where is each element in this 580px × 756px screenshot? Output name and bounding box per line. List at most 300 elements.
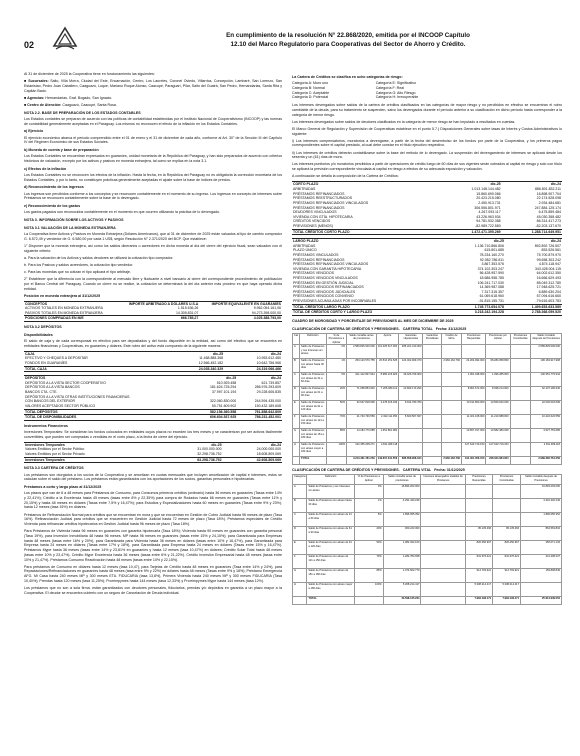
left-column bbox=[24, 72, 282, 598]
header-title-line2: 12.10 del Marco Regulatorio para Cooperativas del Sector de Ahorro y Crédito. bbox=[230, 40, 466, 48]
table-row: PRÉSTAMOS REESTRUCTURADOS 20.423.215.080 22.174.528.098 bbox=[293, 196, 561, 201]
table-cell bbox=[510, 373, 531, 387]
table-cell bbox=[423, 415, 442, 429]
table-cell: 3.527.753.085 bbox=[531, 429, 562, 443]
table-cell bbox=[421, 583, 465, 597]
plazo-text-5: Los préstamos que no son a sola firma, están garantizados con deudores personales, fiduciarios, prendas y/o depósitos en garantía a un plazo mayor a la Cooperativa. El deudor se encuentra cubierto con un seguro de Cancelación de Deuda individual. bbox=[24, 586, 282, 595]
cartera-total-table bbox=[292, 333, 562, 465]
table-header-cell: Previsiones Constituidas bbox=[493, 475, 521, 485]
table-cell: Saldo de Préstamos y sus Intereses sin atraso bbox=[307, 485, 355, 499]
table-row: PRÉSTAMOS REFINANCIADOS 306.556.801.971 247.884.125.174 bbox=[293, 205, 561, 210]
table-row bbox=[293, 345, 562, 359]
table-cell bbox=[441, 345, 461, 359]
table-row bbox=[293, 513, 562, 527]
table-header-cell: Previsiones Requeridas bbox=[465, 475, 492, 485]
instrumentos-title: Instrumentos Financieros bbox=[24, 423, 68, 428]
table-header-cell: Garantías Hipotecarias bbox=[399, 333, 423, 344]
table-cell: 21.743.730.559 bbox=[347, 415, 377, 429]
table-cell bbox=[421, 597, 465, 605]
table-cell: 5% bbox=[354, 513, 383, 527]
plazo-text-3: Para Préstamos de Vivienda hasta 96 meses en guaraníes con garantía hipotecaria (Tasa 18%); Vivienda hasta 90 meses en guaraníes con garantía personal (Tasa 19%), para Inversión Inmobiliaria 48 hasta 96 meses. MP hasta 96 meses en guaraníes (tasas entre 15% y 24,15%); para Garantizada para Empresas hasta 48 meses (tasas entre 16% y 20%), para Garantizada para Vivienda hasta 36 meses en dólares (tasas entre 10% y 16,47%), para Garantizada para Empresa hasta 24 meses en dólares (Tasas entre 17% y 18%), para Garantizada para Empresa hasta 24 meses en dólares (Tasas entre 15% y 16,47%). Préstamos Mype hasta 36 meses (tasas entre 14% y 23,81% en guaraníes y hasta 12 meses (tasa 10,47%) en dólares; Crédito Solar Total hasta 48 meses (tasas entre 10% y 23,47%). Crédito Mype Excelencia hasta 36 meses (tasas entre 6% y 21,22%). Crédito Inversión Empresarial hasta 48 meses (tasas entre 10% y 21,47%). Préstamos Consumo Reactivación hasta 48 meses (tasas entre 10% y 22,15%). bbox=[24, 529, 282, 562]
table-cell: 10.611.800.000 bbox=[461, 401, 485, 415]
table-cell: 95.135.466 bbox=[493, 527, 521, 541]
list-item: Categoría H: Irrecuperable bbox=[375, 95, 419, 100]
table-row: DEUDORES VINCULADOS 4.267.093.117 6.475.859.484 bbox=[293, 210, 561, 215]
table-row: EFECTIVO Y CHEQUES A DEPOSITAR 11.468.888.368 10.953.612.480 bbox=[25, 356, 281, 361]
table-cell: 71.068.854.946 bbox=[347, 387, 377, 401]
table-cell: 826.250.967 bbox=[493, 541, 521, 555]
table-total-row bbox=[293, 597, 562, 605]
header-title-line1: En cumplimiento de la resolución N° 22.868/2020, emitida por el INCOOP Capítulo bbox=[226, 32, 470, 39]
table-cell bbox=[423, 429, 442, 443]
table-cell: 194.461.356.153 bbox=[461, 457, 485, 465]
table-cell: H bbox=[293, 443, 300, 457]
table-cell: 10.582.480.000 bbox=[486, 429, 510, 443]
largo-plazo-table bbox=[292, 238, 562, 316]
table-row: PRÉSTAMOS VENCIDOS JUDICIALES 7.317.315.357 6.889.630.204 bbox=[293, 289, 561, 294]
nota33-text: Los préstamos son otorgados a los socios de la Cooperativa y se amortizan en cuotas mensuales que incluyen amortización de capital e intereses, estos se calculan sobre el saldo del préstamo. Los préstamos están garantizados con los aportaciones de los socios, garantías personales e hipotecarias. bbox=[24, 472, 282, 482]
table-cell: Saldo de Préstamos con atraso de 91 a 120 días bbox=[307, 541, 355, 555]
right-column bbox=[292, 72, 562, 605]
table-cell: 2.589.825.000.000 bbox=[347, 345, 377, 359]
table-total-row: TOTAL CRÉDITOS LARGO PLAZO 1.745.773.654.078 1.499.653.633.589 bbox=[293, 304, 561, 309]
table-cell: 159.808.849 bbox=[521, 569, 562, 583]
table-row: PREVISIONES (MENOS) -82.989.722.580 -82.203.137.670 bbox=[293, 223, 561, 228]
table-cell: 7.984.196.171 bbox=[493, 597, 521, 605]
table-cell: 20.516.251.525 bbox=[376, 359, 398, 373]
ingresos-text: Los ingresos son percibidos conforme a los conceptos y se reconocen contablemente en el momento de su ingreso. Los ingresos en concepto de intereses sobre Préstamos se reconocen contablemente sobre la base de lo devengado. bbox=[24, 191, 282, 201]
table-cell: TOTAL bbox=[300, 457, 326, 465]
table-header-cell: Saldo contable antes de previsiones bbox=[347, 333, 377, 344]
table-cell: 1.896.055.352 bbox=[383, 513, 421, 527]
intereses-text-1: Los intereses devengados sobre saldos de la cartera de créditos clasificados en las categorías de mayor riesgo y no percibidos en efectivo se encuentran el rubro cambiable de la deuda, para su tratamiento se suspenden, salvo los devengados durante el período anterior a su clasificación en dicho período hasta corresponder a la categoría de menor riesgo. bbox=[292, 103, 562, 117]
disposicion-iii: Los intereses punitorios y/o moratorios percibidos a partir de operaciones de crédito luego de 60 días de sus vigentes serán cobrados al capital en riesgo y solo con título se aplicará la previsión correspondiente vinculada al capital en riesgo a efectos de su adecuada exposición y valuación. bbox=[292, 162, 562, 172]
table-cell bbox=[441, 443, 461, 457]
moneda-title: b) Moneda de cuenta y base de preparación bbox=[24, 147, 99, 152]
table-cell bbox=[461, 345, 485, 359]
table-cell: 485.221.310.000 bbox=[399, 345, 423, 359]
table-cell: 1% bbox=[326, 359, 347, 373]
table-cell: Saldo de Préstamos con atraso mayor a 180 días bbox=[300, 443, 326, 457]
nota31-text: La Cooperativa tiene Activos y Pasivos en Moneda Extranjera (Dólares Americanos), que al 31 de diciembre de 2025 están valuados al tipo de cambio comprador G. 6.572,49 y vendedor de G. 6.580,00 por cada 1 US$, según Resolución N° 2.371/2020 del BCP. Que establece: bbox=[24, 232, 282, 241]
table-total-row: TOTAL DEPÓSITOS 582.156.360.558 761.858.642.809 bbox=[25, 409, 281, 414]
table-cell: 0% bbox=[354, 485, 383, 499]
table-cell: 20% bbox=[354, 527, 383, 541]
table-cell: 864.563.834 bbox=[521, 527, 562, 541]
table-cell bbox=[421, 513, 465, 527]
table-cell: 7.984.196.171 bbox=[465, 597, 492, 605]
table-header-cell: Categoría bbox=[293, 475, 307, 485]
table-cell: 3.213.461.781.259 bbox=[347, 457, 377, 465]
table-row: FONDOS EN GUARANÍES 12.566.452.182 10.642.756.966 bbox=[25, 361, 281, 366]
table-cell bbox=[423, 457, 442, 465]
gastos-text: Los gastos pagados son reconocidos contablemente en el momento en que ocurren utilizando la práctica de lo devengado. bbox=[24, 210, 220, 215]
table-row: PRÉSTAMOS VINCULADOS 78.234.160.270 75.700.879.970 bbox=[293, 252, 561, 257]
table-cell: Saldo de Préstamos con atraso hasta 30 días bbox=[307, 499, 355, 513]
table-cell: 127.643.719.153 bbox=[486, 443, 510, 457]
table-header-cell: Saldo contable antes de previsiones bbox=[383, 475, 421, 485]
nota31-title: NOTA 3.1 VALUACIÓN DE LA MONEDA EXTRANJERA bbox=[24, 225, 116, 230]
table-cell: 9.914.780.780 bbox=[399, 401, 423, 415]
agencias-paragraph: ■ Agencias: Hernandarias, Graf. Bogado, San Ignacio. bbox=[24, 95, 113, 100]
table-cell: 1.082.322.100 bbox=[383, 541, 421, 555]
table-cell bbox=[465, 485, 492, 499]
table-cell bbox=[465, 513, 492, 527]
table-cell: 2.432.111.350 bbox=[376, 415, 398, 429]
sucursales-text: Salto, Villa Morra, Ciudad del Este, Encarnación, Centro, Los Laureles, Coronel Oviedo, Villarrica, Concepción, Lambaré, San Lorenzo, San Estanislao, Pedro Juan Caballero, Caaguazú, Luque, Mariano Roque Alonso, Caacupé, Paraguarí, Pilar, Salto del Guairá, San Pedro, Hernandarias, Santa Rita y Capitán Bado. bbox=[24, 79, 283, 93]
table-row bbox=[293, 359, 562, 373]
table-cell: 841.376.421 bbox=[493, 555, 521, 569]
table-cell bbox=[510, 443, 531, 457]
table-row bbox=[293, 485, 562, 499]
table-cell: 85% bbox=[354, 569, 383, 583]
disponibilidades-text: El saldo de caja y de cada corresponsal en efectivo para ser depositados y del fondo disponible en la entidad, así como del efectivo que se encuentra en entidades financieras y Cooperativas, en guaraníes y dólares. Este rubro del activo está compuesto de la siguiente manera: bbox=[24, 338, 282, 348]
gastos-title: e) Reconocimiento de los gastos bbox=[24, 204, 81, 209]
table-cell: 100% bbox=[326, 443, 347, 457]
table-cell: 2.589.825.000.000 bbox=[531, 345, 562, 359]
table-row: CON BANCOS DEL EXTERIOR 322.060.830.000 244.594.435.000 bbox=[25, 399, 281, 404]
table-cell: 5.308.214.417 bbox=[493, 583, 521, 597]
morosidad-title: CUADRO DE MOROSIDAD Y PORCENTAJE DE PREVISIONES AL MES DE DICIEMBRE DE 2025 bbox=[292, 318, 454, 323]
table-cell bbox=[510, 429, 531, 443]
table-row: PRÉSTAMOS VENCIDOS CONVENIO 61.069.618.960 57.094.616.660 bbox=[293, 294, 561, 299]
table-cell bbox=[493, 499, 521, 513]
table-cell bbox=[399, 443, 423, 457]
table-cell bbox=[326, 457, 347, 465]
table-cell: 1.061.048.000 bbox=[461, 373, 485, 387]
plazo-text-1: Los plazos que van de 6 a 48 meses para Préstamos de Consumo, para Consumos primeros créditos (ordinario) hasta 36 meses en guaraníes (Tasas entre 14% y 22,41%); Crédito a la Excelencia hasta 45 meses (tasas entre 8% y 22,35%) para compra de Rodados hasta 66 meses en guaraníes (Tasas entre 11% y 20,15%) y hasta 48 meses en dólares (Tasas entre 7,5% y 16,47%); para Estudios y Especializaciones hasta 60 meses en guaraníes (Tasas entre 9% y 23%), hasta 12 meses (tasa 15%) en dólares. bbox=[24, 491, 282, 510]
table-cell: E bbox=[293, 541, 307, 555]
table-header-row: CORTO PLAZO dic-25 dic-24 bbox=[293, 182, 561, 187]
table-row: CRÉDITOS VENCIDOS 94.781.532.358 86.314.417.273 bbox=[293, 219, 561, 224]
table-cell: E bbox=[293, 401, 300, 415]
table-header-cell: CONCEPTOS bbox=[24, 301, 117, 306]
table-cell: Saldo de Préstamos y sus Intereses sin atraso bbox=[300, 345, 326, 359]
table-row: Valores Emitidos por el Sector Privado 32.298.736.752 18.608.809.069 bbox=[25, 452, 281, 457]
table-cell bbox=[423, 359, 442, 373]
table-cell: 5.600.507.667 bbox=[399, 415, 423, 429]
moneda-text: Los Estados Contables se encuentran expresados en guaraníes, unidad monetaria de la República del Paraguay, y han sido preparados de acuerdo con criterios históricos de valuación, excepto por los activos y pasivos en moneda extranjera, tal como se explica en la nota 3.1. bbox=[24, 154, 282, 163]
nota3-title: NOTA 3. INFORMACIÓN SOBRE LOS ACTIVOS Y PASIVOS bbox=[24, 218, 124, 223]
nota31-quote-5: 2° Establecer que la diferencia con la correspondiente al mercado libre y fluctuante a nivel bancario al cierre del correspondiente procedimiento de publicación por el Banco Central del Paraguay. Cuando un cierre no se realice, la cotización se determinará la del día anterior más próximo en que haya operado dicha entidad. bbox=[24, 277, 282, 291]
table-cell: 25.613.939.053 bbox=[521, 597, 562, 605]
table-header-cell: Garantías Prendarias bbox=[423, 333, 442, 344]
table-row bbox=[293, 527, 562, 541]
table-cell bbox=[293, 597, 307, 605]
disponibilidades-title: Disponibilidades bbox=[24, 332, 53, 337]
table-row: PRÉSTAMOS REFINANCIADOS VINCULADOS 3.867.353.576 4.874.118.947 bbox=[293, 262, 561, 267]
composicion-text: A continuación se detalla la composición de la Cartera de Créditos: bbox=[292, 174, 399, 179]
table-cell: 1.096.285.000 bbox=[486, 373, 510, 387]
categorias-list bbox=[292, 81, 459, 100]
nota31-quote-1: 1° Disponer que la moneda extranjera, así como los saldos dinerarios o acreedores en dicha moneda al día del cierre del ejercicio fiscal, sean valuados con el siguiente criterio: bbox=[24, 243, 282, 253]
table-cell: 16.893.263.000 bbox=[383, 485, 421, 499]
intereses-text-2: Los intereses devengados sobre saldos de deudores clasificados en la categoría de menor riesgo se han imputado a resultados en cuentas. bbox=[292, 119, 516, 124]
table-cell bbox=[423, 345, 442, 359]
table-row: VIVIENDA CON GTÍA. HIPOTECARIA 43.226.963.934 45.030.358.482 bbox=[293, 214, 561, 219]
table-row: PASIVOS TOTALES EN MONEDA EXTRANJERA 14.305.831,07 94.273.398.000,00 bbox=[25, 310, 281, 315]
table-cell: 4.291.440.249 bbox=[383, 499, 421, 513]
table-cell: 914.793.921 bbox=[493, 569, 521, 583]
plazo-text-4: Para préstamos de Consumo en dólares hasta 12 meses (tasa 10,47), para Tarjetas de Crédito hasta 48 meses en guaraníes (Tasa entre 14% y 24%), para Repactaciones/Refinanciaciones en guaraníes hasta 48 meses (tasa entre 9% y 22%) en dólares hasta 48 meses (Tasas entre 9% y 18%); Préstamo Emergencia AFG. Mi Casa hasta 240 meses MP y 300 meses ETA. FIDUCARIA (tasa 13,8%), Primera Vivienda hasta 240 meses MP y 300 meses FIDUCARIA (Tasa 10,40%); Prendas hasta 120 meses (tasa 11,25%); Prorrimpymes hasta 144 meses (tasa 12,33%) y Prorrimpymes Mype hasta 144 meses (tasa 12%). bbox=[24, 564, 282, 583]
table-cell bbox=[354, 597, 383, 605]
table-cell: D bbox=[293, 527, 307, 541]
table-cell bbox=[423, 387, 442, 401]
table-cell: 8.986.216.920 bbox=[376, 373, 398, 387]
table-cell: Saldo de Préstamos con atraso de 151 a 180 días bbox=[307, 569, 355, 583]
table-row: PRÉSTAMOS REFINANCIADOS 92.082.786.811 99.658.303.242 bbox=[293, 257, 561, 262]
table-row: PRÉSTAMOS REFINANCIADOS VINCULADOS 2.450.913.731 2.934.484.681 bbox=[293, 200, 561, 205]
list-item: Categoría F: Real bbox=[375, 85, 405, 90]
table-header-cell: IMPORTE ARBITRADO A DÓLARES U.S.A bbox=[117, 301, 200, 306]
table-cell: 2.960.162.760 bbox=[441, 359, 461, 373]
table-cell bbox=[510, 345, 531, 359]
table-cell: 0% bbox=[326, 345, 347, 359]
table-cell: 4.811.489.118 bbox=[531, 443, 562, 457]
list-item: Categoría A: Muro uno bbox=[292, 81, 329, 86]
table-cell bbox=[493, 513, 521, 527]
table-cell bbox=[421, 485, 465, 499]
table-cell: Saldo de Préstamos con atraso de 121 a 150 días bbox=[307, 555, 355, 569]
table-cell bbox=[510, 415, 531, 429]
table-cell: 50% bbox=[354, 541, 383, 555]
table-row bbox=[293, 415, 562, 429]
table-header-cell: Previsiones Requeridas bbox=[461, 333, 485, 344]
table-row: DEPÓSITOS A LA VISTA BANCOS 181.624.725.294 286.976.293.609 bbox=[25, 385, 281, 390]
table-cell bbox=[421, 555, 465, 569]
table-header-cell: Intereses devengados s/saldos de Préstamos bbox=[421, 475, 465, 485]
nota32-title: NOTA 3.2 DEPÓSITOS bbox=[24, 325, 62, 329]
table-cell: 70% bbox=[354, 555, 383, 569]
table-cell bbox=[421, 569, 465, 583]
table-row: PRÉSTAMOS VENCIDOS 56.428.957.590 64.002.612.350 bbox=[293, 271, 561, 276]
table-cell bbox=[293, 457, 300, 465]
nota33-title: NOTA 3.3 CARTERA DE CRÉDITOS bbox=[24, 466, 84, 471]
table-header-cell: Saldo Contable después de Previsiones bbox=[521, 475, 562, 485]
table-cell: Saldo de Préstamos con atraso de 151 a 180 días bbox=[300, 429, 326, 443]
inflacion-title: c) Efectos de la inflación bbox=[24, 166, 67, 171]
page-header bbox=[138, 32, 558, 49]
table-cell: 686.658.908.044 bbox=[399, 457, 423, 465]
table-cell bbox=[423, 443, 442, 457]
inflacion-text: Los Estados Contables no se reconocen los efectos de la inflación. Hasta la fecha, en la República del Paraguay no es obligatoria la corrección monetaria de los Estados Contables, y por lo tanto, no constituyen prácticas generalmente aceptadas el ajuste sobre la base de índices de precios. bbox=[24, 172, 282, 182]
table-cell: 11.321.108.000 bbox=[461, 415, 485, 429]
table-total-row: POSICIONES COMPRADAS EN M/E 666.785,27 4.025.388.793,00 bbox=[25, 316, 281, 321]
table-header-cell: Previsiones por Aplicar bbox=[486, 333, 510, 344]
table-cell: 20% bbox=[326, 387, 347, 401]
table-cell: 70% bbox=[326, 415, 347, 429]
plazo-title: Préstamos a corto y largo plazo al 31/12/2025 bbox=[24, 484, 102, 489]
table-header-row: CAJA dic-25 dic-24 bbox=[25, 351, 281, 356]
table-header-row: Inversiones Temporales dic-25 dic-24 bbox=[25, 442, 281, 447]
table-row: PREVISIONES ACUMULADAS POR INCOBRABLES -91.815.155.731 -79.616.603.783 bbox=[293, 299, 561, 304]
table-header-cell: Definición bbox=[300, 333, 326, 344]
table-cell: 68.284.958.800 bbox=[486, 359, 510, 373]
table-cell: Saldo de Préstamos con atraso de 61 a 90 días bbox=[307, 527, 355, 541]
table-row: DEPÓSITOS A LA VISTA OTRAS INSTITUCIONES FINANCIERAS bbox=[25, 394, 130, 399]
table-cell: B bbox=[293, 359, 300, 373]
table-cell: 100.351.779.944 bbox=[531, 373, 562, 387]
table-row: PRÉSTAMOS EN GESTIÓN JUDICIAL 106.241.717.030 85.049.312.780 bbox=[293, 280, 561, 285]
cartera-vital-table bbox=[292, 474, 562, 605]
table-cell bbox=[486, 345, 510, 359]
table-row bbox=[293, 499, 562, 513]
table-cell: 16.893.263.000 bbox=[521, 485, 562, 499]
table-row bbox=[293, 541, 562, 555]
table-cell: Saldo de Préstamos con atraso mayor a 180 días bbox=[307, 583, 355, 597]
table-row: PLAZO ÚNICO 615.801.685 853.526.561 bbox=[293, 248, 561, 253]
table-cell: Saldo de Préstamos con atraso de 121 a 150 días bbox=[300, 415, 326, 429]
table-cell: 1.896.055.352 bbox=[521, 513, 562, 527]
table-total-row: TOTAL CRÉDITOS CORTO PLAZO 1.472.471.395.269 1.288.714.649.951 bbox=[293, 229, 561, 234]
table-cell: 100% bbox=[354, 583, 383, 597]
table-header-row bbox=[293, 475, 562, 485]
depositos-table bbox=[24, 375, 282, 420]
centro-paragraph: ■ Centro de Atención: Caaguazú, Caacupé, Santa Rosa. bbox=[24, 102, 117, 107]
table-cell: 8.938.214.000 bbox=[486, 387, 510, 401]
table-cell: 841.376.421 bbox=[465, 555, 492, 569]
table-cell: 1.074.602.770 bbox=[383, 569, 421, 583]
nota31-quote-3: b. Para los Pasivos y saldos acreedores, la cotización tipo vendedor. bbox=[24, 262, 134, 267]
table-cell: 33.598.135.224 bbox=[383, 597, 421, 605]
table-cell: H bbox=[293, 583, 307, 597]
table-row bbox=[293, 583, 562, 597]
table-cell: A bbox=[293, 485, 307, 499]
table-total-row bbox=[293, 457, 562, 465]
table-row: PRÉSTAMOS REFINANCIADOS 15.860.690.066 16.898.907.704 bbox=[293, 191, 561, 196]
table-cell: 5.308.214.417 bbox=[465, 583, 492, 597]
table-cell: 50% bbox=[326, 401, 347, 415]
table-cell: F bbox=[293, 555, 307, 569]
table-cell: 8.961.672.000 bbox=[461, 387, 485, 401]
table-cell bbox=[441, 401, 461, 415]
posicion-title: Posición en moneda extranjera al 31/12/2025 bbox=[24, 294, 101, 299]
table-cell bbox=[423, 401, 442, 415]
table-row: ACTIVOS TOTALES EN MONEDA EXTRANJERA 1.515.636,26 9.962.054.161,06 bbox=[25, 306, 281, 311]
table-cell bbox=[399, 429, 423, 443]
table-cell: Saldo de Préstamos con atraso hasta 30 días bbox=[300, 359, 326, 373]
agencias-text: Hernandarias, Graf. Bogado, San Ignacio. bbox=[45, 95, 113, 100]
table-cell: B bbox=[293, 499, 307, 513]
table-header-cell: Aporte bbox=[376, 333, 398, 344]
table-cell: 5.308.214.417 bbox=[383, 583, 421, 597]
table-cell: 22.693.173.294 bbox=[399, 387, 423, 401]
table-cell: 196.184.917.908 bbox=[531, 359, 562, 373]
nota22-text: Los Estados contables se preparan de acuerdo con las políticas de contabilidad establecidas por el Instituto Nacional de Cooperativismo (INCOOP) y las normas de contabilidad generalmente aceptadas en el Paraguay. Los mismos no reconocen el efecto de la inflación en los Estados Contables. bbox=[24, 116, 282, 126]
list-item: Categoría E: Significativo bbox=[375, 81, 417, 86]
table-cell: 10.422.622.559 bbox=[531, 415, 562, 429]
table-cell bbox=[510, 359, 531, 373]
table-cell: C bbox=[293, 513, 307, 527]
table-header-cell: Definición bbox=[307, 475, 355, 485]
table-cell: 32.647.818.699 bbox=[347, 401, 377, 415]
sucursales-label: Sucursales: bbox=[28, 79, 49, 84]
centro-label: Centro de Atención: bbox=[27, 102, 62, 107]
table-cell bbox=[510, 401, 531, 415]
table-cell: 10.569.640.000 bbox=[486, 401, 510, 415]
table-cell bbox=[421, 527, 465, 541]
table-cell: 256.071.133 bbox=[521, 541, 562, 555]
cooperative-logo-icon bbox=[52, 26, 78, 52]
instrumentos-text: Inversiones Temporales: Se consideran los fondos colocados en entidades cuyos plazos no exceden los tres meses y se caracterizan por ser activos fácilmente convertibles, que pueden ser compradas o vendidas en el corto plazo, a la fecha de cierre del ejercicio. bbox=[24, 429, 282, 439]
table-cell bbox=[421, 541, 465, 555]
table-cell: Saldo de Préstamos con atraso de 61 a 90 días bbox=[300, 387, 326, 401]
table-cell: C bbox=[293, 373, 300, 387]
ingresos-title: d) Reconocimiento de los ingresos bbox=[24, 185, 84, 190]
disposicion-i: i) Los intereses compensatorios, moratorios a devengarse, a partir de la fecha del desembolso de los fondos por parte de la Cooperativa, y los primeros pagos correspondientes sobre el capital prestado, al cual debe constar en el título ejecutivo respectivo. bbox=[292, 138, 562, 148]
table-row bbox=[293, 429, 562, 443]
ejercicio-title: a) Ejercicio bbox=[24, 129, 44, 134]
table-cell: 4.811.489.118 bbox=[376, 443, 398, 457]
table-row: ARBITRADAS 1.136.710.866.806 892.892.726.507 bbox=[293, 243, 561, 248]
table-header-row: DEPÓSITOS dic-25 dic-24 bbox=[25, 376, 281, 381]
table-cell: 914.793.921 bbox=[465, 569, 492, 583]
table-cell: 127.643.719.153 bbox=[461, 443, 485, 457]
marco-general-text: El Marco General de Regulación y Supervisión de Cooperativas establece en el punto 5.7.) Disposiciones Generales sobre tasas de Interés y Costos Administrativos lo siguiente: bbox=[292, 126, 562, 136]
table-cell: TOTAL bbox=[307, 597, 355, 605]
table-cell bbox=[441, 415, 461, 429]
list-item: Categoría C: Aceptable bbox=[292, 90, 330, 95]
table-cell: 149.607.341.556 bbox=[376, 457, 398, 465]
table-cell: 14.184.770.085 bbox=[347, 429, 377, 443]
table-row bbox=[293, 373, 562, 387]
table-cell: Saldo de Préstamos con atraso de 31 a 60 días bbox=[307, 513, 355, 527]
table-header-cell: Saldo Contable después de Previsiones bbox=[531, 333, 562, 344]
table-total-row: TOTAL DE DISPONIBILIDADES 606.604.537.925 786.231.452.001 bbox=[25, 415, 281, 420]
table-header-cell: IMPORTE EQUIVALENTE EN GUARANÍES bbox=[199, 301, 282, 306]
agencias-label: Agencias: bbox=[27, 95, 45, 100]
table-cell: F bbox=[293, 415, 300, 429]
cartera-total-header: CLASIFICACIÓN DE CARTERA DE CRÉDITOS Y PREVISIONES. CARTERA TOTAL Fecha: 31/12/2025 bbox=[292, 326, 467, 331]
table-cell: 124.402.909.373 bbox=[399, 359, 423, 373]
centro-text: Caaguazú, Caacupé, Santa Rosa. bbox=[62, 102, 117, 107]
table-cell: 3.478.315.049 bbox=[376, 401, 398, 415]
table-cell bbox=[441, 429, 461, 443]
table-row bbox=[293, 401, 562, 415]
table-cell bbox=[421, 499, 465, 513]
table-row bbox=[293, 555, 562, 569]
table-header-cell: Crédito de Mora bbox=[441, 333, 461, 344]
table-cell: 22.036.018.699 bbox=[531, 401, 562, 415]
table-header-cell: Cat bbox=[293, 333, 300, 344]
table-cell: 62.107.182.946 bbox=[531, 387, 562, 401]
table-row bbox=[293, 443, 562, 457]
table-cell: 101.412.827.944 bbox=[347, 373, 377, 387]
table-cell: 826.250.967 bbox=[465, 541, 492, 555]
table-cell: 1% bbox=[354, 499, 383, 513]
table-cell: 24.204.992.000 bbox=[461, 359, 485, 373]
table-cell: 2.960.162.760 bbox=[441, 457, 461, 465]
grand-total-row: TOTAL DE CRÉDITOS CORTO Y LARGO PLAZO 3.218.242.194.228 2.788.368.059.520 bbox=[293, 310, 561, 315]
table-cell: 95.135.466 bbox=[465, 527, 492, 541]
caja-table bbox=[24, 351, 282, 372]
table-cell: 132.455.208.271 bbox=[347, 443, 377, 457]
categorias-title: La Cartera de Créditos se clasifica en ocho categorías de riesgo: bbox=[292, 75, 403, 79]
posicion-table bbox=[24, 301, 282, 322]
table-header-cell: Previsiones Constituidas bbox=[510, 333, 531, 344]
table-header-row: LARGO PLAZO dic-25 dic-24 bbox=[293, 239, 561, 244]
table-cell: A bbox=[293, 345, 300, 359]
table-cell bbox=[510, 457, 531, 465]
table-row: ARBITRADAS 1.013.148.144.482 886.801.832.211 bbox=[293, 187, 561, 192]
table-cell: 1.282.784.658 bbox=[383, 555, 421, 569]
page-number: 02 bbox=[24, 40, 35, 50]
table-row: Valores Emitidos por el Sector Público 31.000.000.000 24.000.000.000 bbox=[25, 447, 281, 452]
table-cell: 960.223.300 bbox=[383, 527, 421, 541]
table-header-row bbox=[293, 333, 562, 344]
table-cell: 101.025.617.000 bbox=[376, 345, 398, 359]
disposicion-ii: ii) Los intereses de créditos deberán contabilizarse sobre la base del método de lo devengado. La suspensión del devengamiento de intereses se aplicará desde los sesenta y un (61) días de mora. bbox=[292, 150, 562, 160]
